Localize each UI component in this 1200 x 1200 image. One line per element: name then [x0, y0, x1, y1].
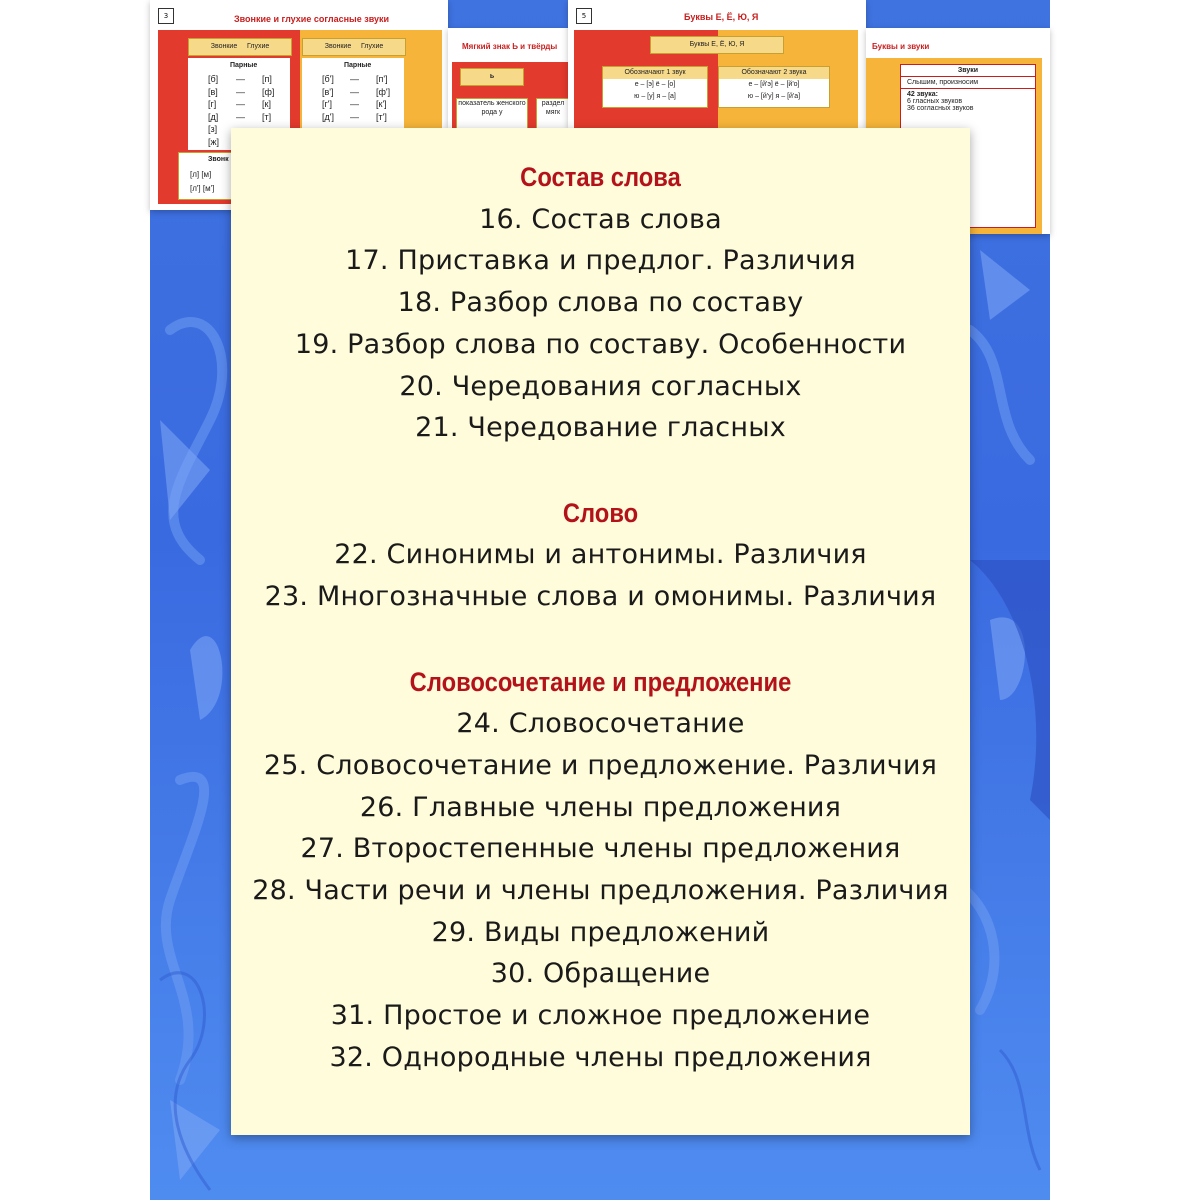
sounds-row: Слышим, произносим — [901, 77, 1035, 89]
box-soft-sign: ь — [460, 68, 524, 86]
column-voiced: Звонкие — [324, 43, 352, 50]
contents-item: 21. Чередование гласных — [415, 412, 786, 444]
contents-item: 28. Части речи и члены предложения. Различия — [252, 875, 949, 907]
bottom-row: [л] [м] — [190, 170, 212, 179]
sound-pair-row: [г] — [к] — [208, 99, 271, 109]
sound-pair-row: [д] — [т] — [208, 111, 272, 122]
one-sound-row: е – [э] ё – [о] — [634, 81, 676, 88]
sound-pair-row: [г'] — [к'] — [322, 99, 387, 109]
paired-label: Парные — [230, 62, 258, 69]
contents-item: 23. Многозначные слова и омонимы. Различия — [264, 581, 937, 613]
contents-item: 30. Обращение — [490, 958, 711, 990]
one-sound-row: ю – [у] я – [а] — [634, 93, 676, 100]
thumbnail-title: Мягкий знак Ь и твёрды — [462, 42, 558, 51]
sound-pair-row: [ж] — [208, 136, 220, 147]
sounds-head: Звуки — [901, 65, 1035, 77]
sounds-row: 36 согласных звуков — [907, 105, 974, 112]
thumbnail-title: Звонкие и глухие согласные звуки — [234, 14, 390, 24]
two-sounds-head: Обозначают 2 звука — [719, 67, 829, 79]
contents-item: 29. Виды предложений — [431, 916, 770, 948]
section-heading: Слово — [562, 497, 639, 528]
thumbnail-number: 3 — [158, 8, 174, 24]
sounds-row: 6 гласных звуков — [907, 98, 963, 105]
contents-item: 26. Главные члены предложения — [359, 791, 842, 823]
thumbnail-letters-eeyuya — [568, 0, 866, 128]
contents-card — [231, 128, 970, 1135]
thumbnail-number: 5 — [576, 8, 592, 24]
section-heading: Состав слова — [520, 162, 681, 192]
box-separator: раздел мягк — [536, 98, 568, 128]
sounds-row: 42 звука: — [907, 91, 938, 98]
contents-item: 25. Словосочетание и предложение. Различия — [263, 749, 938, 781]
contents-item: 19. Разбор слова по составу. Особенности — [294, 328, 907, 360]
contents-item: 24. Словосочетание — [456, 708, 745, 740]
sound-pair-row: [б] — [п] — [208, 74, 272, 84]
thumbnail-soft-sign — [448, 28, 568, 128]
sound-pair-row: [в'] — [ф'] — [322, 86, 391, 97]
column-voiceless: Глухие — [246, 43, 270, 50]
contents-item: 27. Второстепенные члены предложения — [300, 833, 901, 865]
contents-item: 22. Синонимы и антонимы. Различия — [334, 539, 867, 571]
contents-item: 20. Чередования согласных — [399, 370, 802, 402]
bottom-row: [л'] [м'] — [190, 184, 215, 193]
contents-item: 32. Однородные члены предложения — [329, 1041, 872, 1073]
two-sounds-row: е – [й'э] ё – [й'о] — [748, 81, 800, 88]
one-sound-head: Обозначают 1 звук — [603, 67, 707, 79]
sound-pair-row: [в] — [ф] — [208, 86, 275, 97]
column-voiceless: Глухие — [360, 43, 384, 50]
box-letters: Буквы Е, Ё, Ю, Я — [650, 36, 784, 54]
section-heading: Словосочетание и предложение — [409, 666, 792, 697]
sound-pair-row: [д'] — [т'] — [322, 111, 387, 122]
box-female-gender: показатель женского рода у — [456, 98, 528, 128]
thumbnail-title: Буквы Е, Ё, Ю, Я — [684, 12, 759, 22]
thumbnail-title: Буквы и звуки — [872, 42, 930, 51]
contents-item: 31. Простое и сложное предложение — [330, 1000, 871, 1032]
contents-item: 16. Состав слова — [479, 203, 722, 235]
contents-item: 18. Разбор слова по составу — [397, 287, 804, 319]
sound-pair-row: [б'] — [п'] — [322, 74, 388, 84]
contents-item: 17. Приставка и предлог. Различия — [345, 245, 856, 277]
paired-label: Парные — [344, 62, 372, 69]
sound-pair-row: [з] — [208, 124, 218, 134]
two-sounds-row: ю – [й'у] я – [й'а] — [747, 93, 801, 100]
bottom-label: Звонк — [208, 156, 229, 163]
column-voiced: Звонкие — [210, 43, 238, 50]
